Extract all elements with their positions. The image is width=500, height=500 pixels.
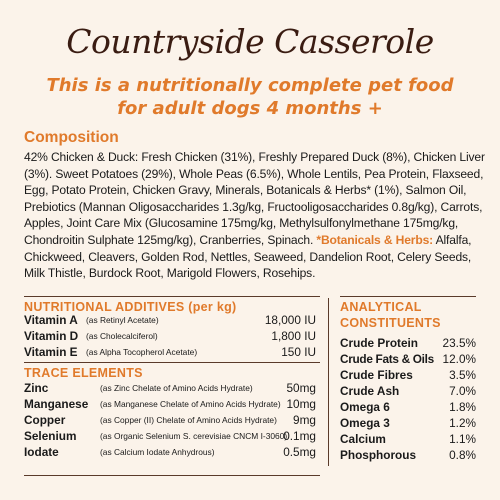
botanicals-text: Alfalfa, Chickweed, Cleavers, Golden Rod, Nettles, Seaweed, Dandelion Root, Celery Seeds, Milk Thistle, Burdock Root, Marigold Flowers, Rosehips. bbox=[24, 232, 472, 281]
trace-name: Copper bbox=[24, 413, 66, 427]
analytical-name: Crude Ash bbox=[340, 384, 400, 398]
analytical-constituents-heading bbox=[340, 300, 441, 331]
composition-text bbox=[24, 149, 486, 282]
analytical-row bbox=[340, 448, 476, 462]
analytical-row bbox=[340, 352, 476, 366]
analytical-name: Phosphorous bbox=[340, 448, 417, 462]
subtitle-line: for adult dogs 4 months + bbox=[117, 98, 383, 119]
analytical-row bbox=[340, 368, 476, 382]
additive-row bbox=[24, 329, 320, 343]
additive-row bbox=[24, 345, 320, 359]
trace-value: 9mg bbox=[293, 413, 316, 427]
divider-top-right bbox=[340, 296, 476, 297]
additive-name: Vitamin E bbox=[24, 345, 78, 359]
trace-row bbox=[24, 381, 320, 395]
trace-desc: (as Organic Selenium S. cerevisiae CNCM I-3060) bbox=[100, 431, 288, 441]
analytical-name: Crude Fibres bbox=[340, 368, 413, 382]
analytical-row bbox=[340, 336, 476, 350]
composition-ingredients: 42% Chicken & Duck: Fresh Chicken (31%), Freshly Prepared Duck (8%), Chicken Liver (3%). Sweet Potatoes (29%), Whole Peas (6.5%), Whole Lentils, Pea Protein, Flaxseed, Egg, Potato Protein, Chicken Gravy, Minerals, Botanicals & Herbs* (1%), Salmon Oil, Prebiotics (Mannan Oligosaccharides 1.3g/kg, Fructooligosaccharides 0.8g/kg), Carrots, Apples, Joint Care Mix (Glucosamine 175mg/kg, Methylsulfonylmethane 175mg/kg, Chondroitin Sulphate 125mg/kg), Cranberries, Spinach. bbox=[24, 150, 485, 247]
trace-value: 10mg bbox=[286, 397, 316, 411]
analytical-value: 1.8% bbox=[449, 400, 476, 414]
analytical-value: 1.1% bbox=[449, 432, 476, 446]
subtitle-line: This is a nutritionally complete pet food bbox=[46, 75, 454, 96]
analytical-value: 1.2% bbox=[449, 416, 476, 430]
analytical-value: 0.8% bbox=[449, 448, 476, 462]
additive-name: Vitamin A bbox=[24, 313, 78, 327]
additive-desc: (as Cholecalciferol) bbox=[86, 331, 158, 341]
trace-value: 0.5mg bbox=[283, 445, 316, 459]
trace-row bbox=[24, 397, 320, 411]
trace-row bbox=[24, 413, 320, 427]
trace-name: Selenium bbox=[24, 429, 77, 443]
analytical-name: Calcium bbox=[340, 432, 386, 446]
analytical-value: 12.0% bbox=[442, 352, 476, 366]
analytical-heading-line: CONSTITUENTS bbox=[340, 315, 441, 330]
product-title: Countryside Casserole bbox=[66, 22, 434, 61]
trace-value: 0.1mg bbox=[283, 429, 316, 443]
trace-desc: (as Copper (II) Chelate of Amino Acids Hydrate) bbox=[100, 415, 277, 425]
additive-desc: (as Retinyl Acetate) bbox=[86, 315, 159, 325]
analytical-name: Omega 3 bbox=[340, 416, 390, 430]
analytical-name: Crude Fats & Oils bbox=[340, 352, 434, 366]
analytical-row bbox=[340, 384, 476, 398]
additive-value: 150 IU bbox=[281, 345, 316, 359]
analytical-row bbox=[340, 416, 476, 430]
trace-desc: (as Zinc Chelate of Amino Acids Hydrate) bbox=[100, 383, 253, 393]
divider-middle-left bbox=[24, 362, 320, 363]
trace-elements-heading: TRACE ELEMENTS bbox=[24, 366, 143, 380]
additive-desc: (as Alpha Tocopherol Acetate) bbox=[86, 347, 198, 357]
trace-desc: (as Manganese Chelate of Amino Acids Hydrate) bbox=[100, 399, 281, 409]
trace-name: Zinc bbox=[24, 381, 49, 395]
composition-heading: Composition bbox=[24, 129, 119, 146]
divider-vertical bbox=[328, 298, 329, 466]
analytical-value: 7.0% bbox=[449, 384, 476, 398]
trace-row bbox=[24, 429, 320, 443]
analytical-name: Omega 6 bbox=[340, 400, 390, 414]
divider-top-left bbox=[24, 296, 320, 297]
additive-value: 1,800 IU bbox=[271, 329, 316, 343]
additive-name: Vitamin D bbox=[24, 329, 79, 343]
trace-name: Iodate bbox=[24, 445, 59, 459]
nutritional-additives-heading: NUTRITIONAL ADDITIVES (per kg) bbox=[24, 300, 237, 314]
analytical-heading-line: ANALYTICAL bbox=[340, 300, 422, 314]
analytical-name: Crude Protein bbox=[340, 336, 418, 350]
divider-bottom-left bbox=[24, 475, 320, 476]
product-subtitle bbox=[0, 74, 500, 120]
analytical-row bbox=[340, 400, 476, 414]
trace-desc: (as Calcium Iodate Anhydrous) bbox=[100, 447, 215, 457]
trace-name: Manganese bbox=[24, 397, 89, 411]
analytical-value: 23.5% bbox=[442, 336, 476, 350]
trace-row bbox=[24, 445, 320, 459]
trace-value: 50mg bbox=[286, 381, 316, 395]
additive-value: 18,000 IU bbox=[264, 313, 316, 327]
analytical-row bbox=[340, 432, 476, 446]
additive-row bbox=[24, 313, 320, 327]
botanicals-label: *Botanicals & Herbs: bbox=[316, 232, 434, 247]
analytical-value: 3.5% bbox=[449, 368, 476, 382]
